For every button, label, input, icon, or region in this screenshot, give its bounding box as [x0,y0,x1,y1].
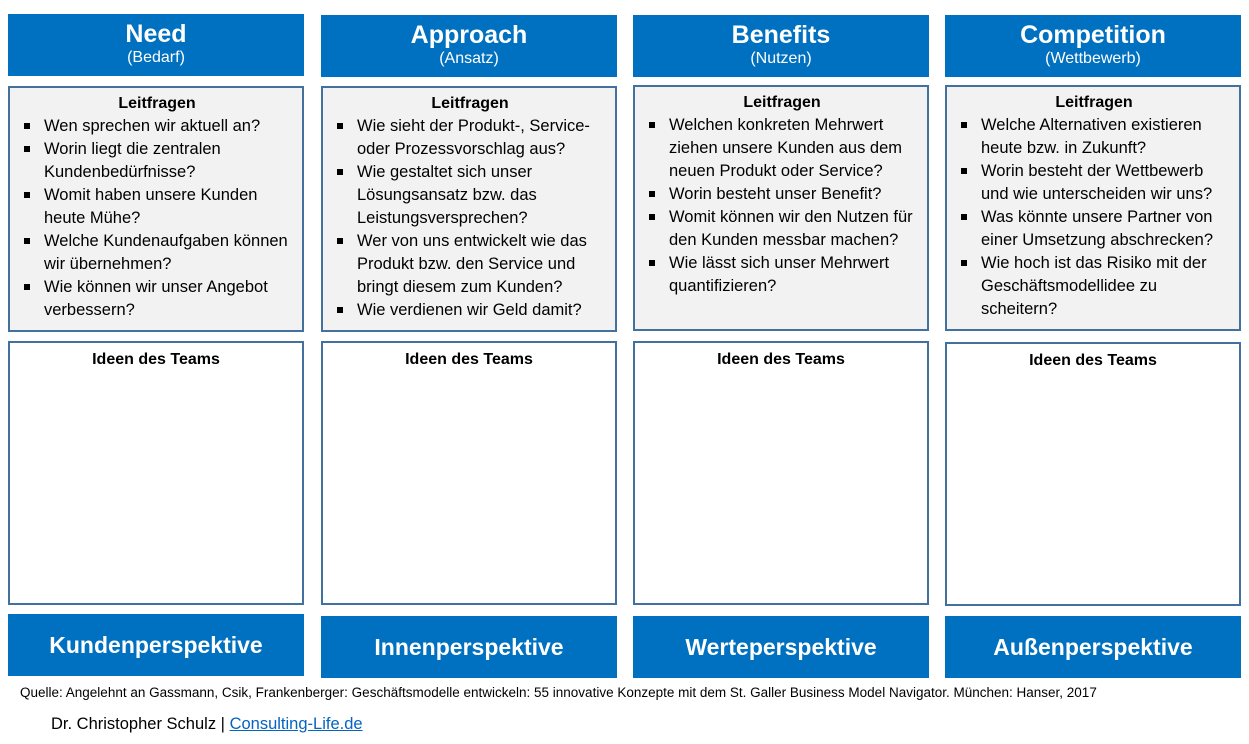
column-need [8,0,304,744]
column-header [945,15,1241,77]
question-item: Wie können wir unser Angebot verbessern? [22,276,292,322]
column-subtitle: (Nutzen) [750,50,812,67]
question-item: Wie hoch ist das Risiko mit der Geschäftsmodellidee zu scheitern? [959,252,1229,321]
column-title: Need [125,20,187,48]
question-item: Womit haben unsere Kunden heute Mühe? [22,184,292,230]
question-item: Wie verdienen wir Geld damit? [335,299,605,322]
column-header [633,15,929,77]
ideas-box[interactable] [633,341,929,605]
question-item: Worin besteht der Wettbewerb und wie unterscheiden wir uns? [959,160,1229,206]
column-competition [945,0,1241,744]
perspective-banner: Innenperspektive [321,616,617,678]
questions-heading: Leitfragen [743,94,821,111]
question-item: Womit können wir den Nutzen für den Kunden messbar machen? [647,206,917,252]
questions-list [335,115,605,322]
ideas-box[interactable] [945,342,1241,606]
questions-box [321,86,617,332]
question-item: Wer von uns entwickelt wie das Produkt bzw. den Service und bringt diesem zum Kunden? [335,230,605,299]
column-title: Benefits [731,21,831,49]
question-item: Welchen konkreten Mehrwert ziehen unsere Kunden aus dem neuen Produkt oder Service? [647,114,917,183]
ideas-heading: Ideen des Teams [405,351,533,368]
question-item: Wen sprechen wir aktuell an? [22,115,292,138]
questions-list [959,114,1229,321]
question-item: Worin besteht unser Benefit? [647,183,917,206]
perspective-banner: Kundenperspektive [8,614,304,676]
column-approach [321,0,617,744]
question-item: Wie lässt sich unser Mehrwert quantifizieren? [647,252,917,298]
questions-heading: Leitfragen [1055,94,1133,111]
questions-box [633,85,929,331]
column-title: Approach [410,21,528,49]
column-subtitle: (Wettbewerb) [1045,50,1141,67]
question-item: Wie sieht der Produkt-, Service- oder Prozessvorschlag aus? [335,115,605,161]
author-name: Dr. Christopher Schulz [51,715,217,733]
question-item: Wie gestaltet sich unser Lösungsansatz bzw. das Leistungsversprechen? [335,161,605,230]
questions-list [22,115,292,322]
question-item: Welche Alternativen existieren heute bzw. in Zukunft? [959,114,1229,160]
column-title: Competition [1020,21,1166,49]
author-line [51,715,363,734]
ideas-box[interactable] [321,341,617,605]
questions-box [8,86,304,332]
question-item: Was könnte unsere Partner von einer Umsetzung abschrecken? [959,206,1229,252]
website-link[interactable]: Consulting-Life.de [229,715,363,733]
perspective-banner: Werteperspektive [633,616,929,678]
questions-heading: Leitfragen [118,95,196,112]
questions-heading: Leitfragen [431,95,509,112]
questions-list [647,114,917,298]
ideas-heading: Ideen des Teams [1029,352,1157,369]
column-header [321,15,617,77]
author-separator: | [220,715,225,733]
column-header [8,14,304,76]
column-subtitle: (Ansatz) [439,50,499,67]
ideas-heading: Ideen des Teams [717,351,845,368]
ideas-box[interactable] [8,341,304,605]
column-benefits [633,0,929,744]
question-item: Welche Kundenaufgaben können wir übernehmen? [22,230,292,276]
questions-box [945,85,1241,331]
column-subtitle: (Bedarf) [127,49,185,66]
source-citation: Quelle: Angelehnt an Gassmann, Csik, Frankenberger: Geschäftsmodelle entwickeln: 55 innovative Konzepte mit dem St. Galler Business Model Navigator. München: Hanser, 2017 [20,685,1097,700]
ideas-heading: Ideen des Teams [92,351,220,368]
perspective-banner: Außenperspektive [945,616,1241,678]
question-item: Worin liegt die zentralen Kundenbedürfnisse? [22,138,292,184]
